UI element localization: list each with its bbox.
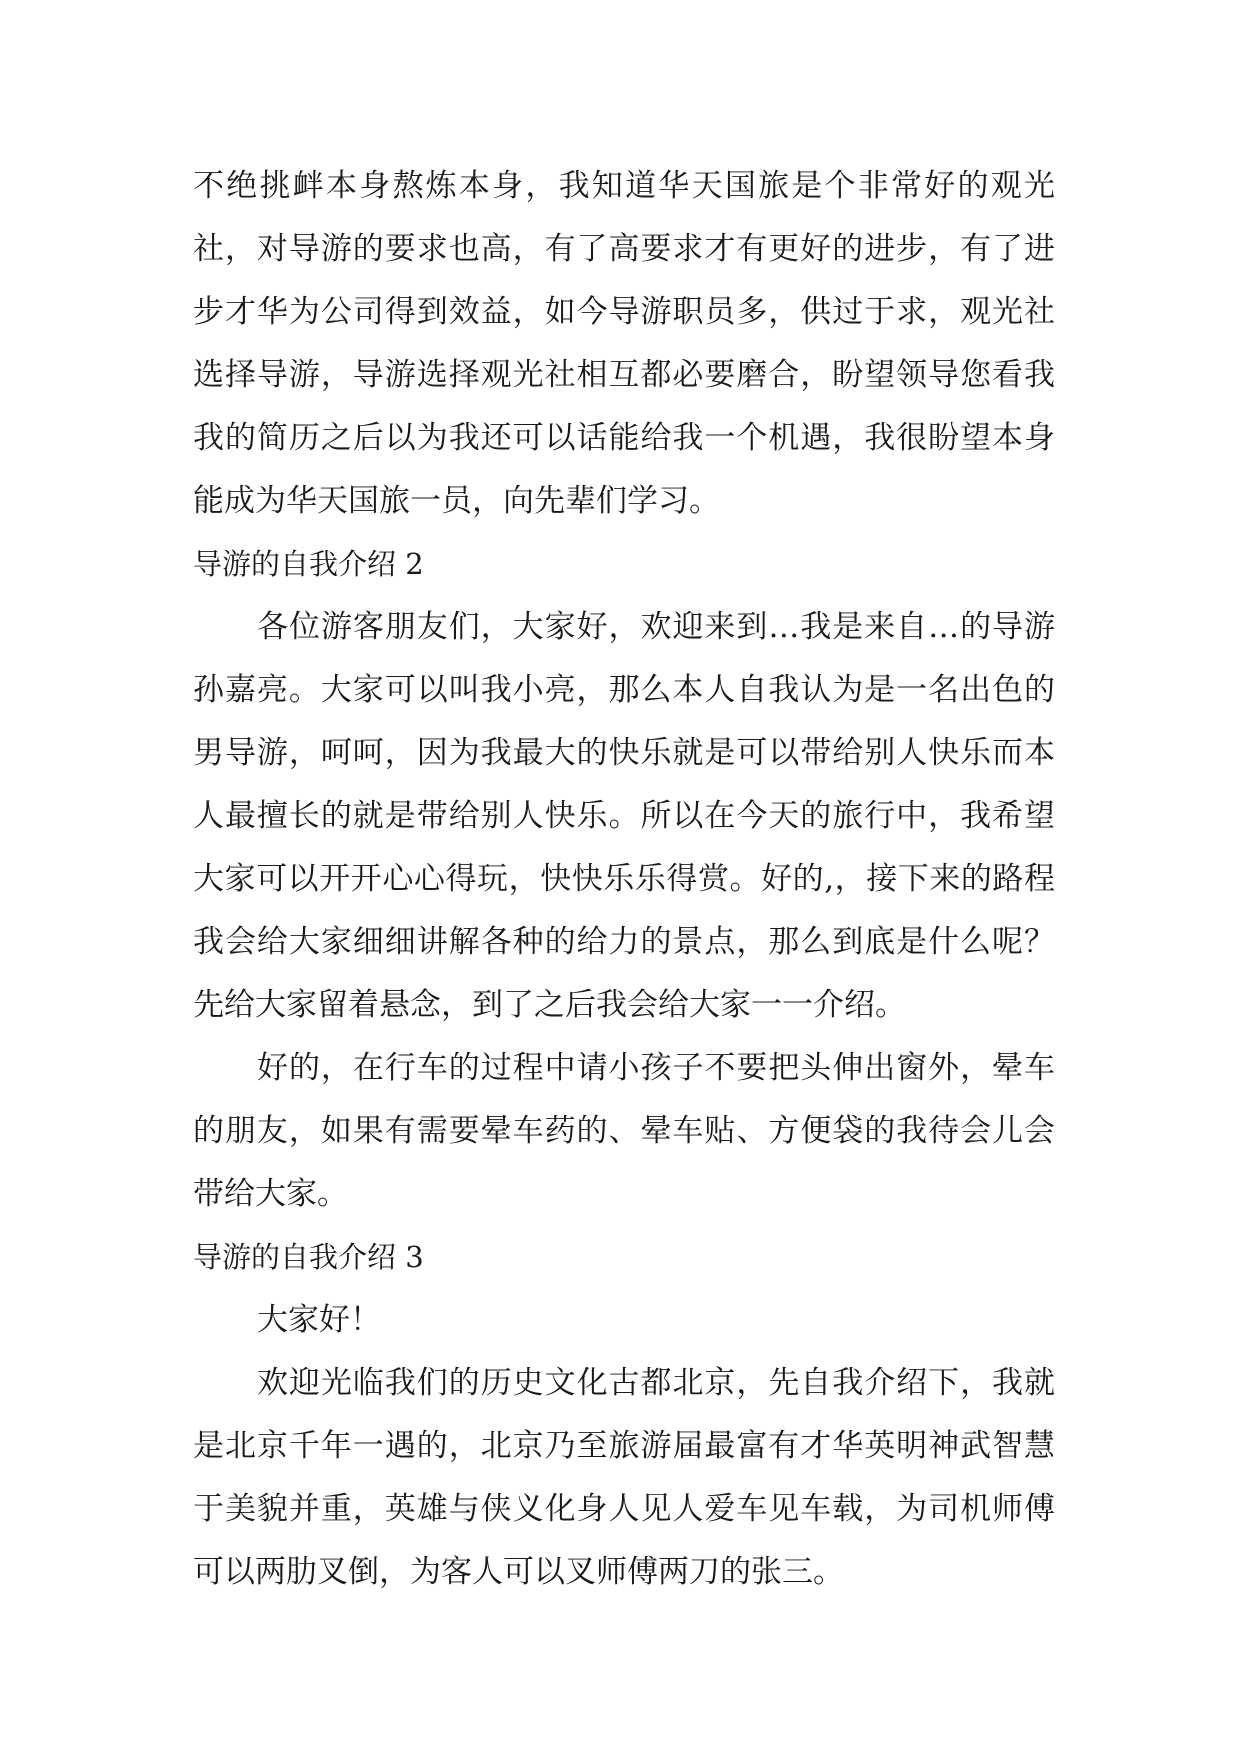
paragraph-hello: 大家好！	[257, 1302, 381, 1338]
paragraph-greeting-tourists: 各位游客朋友们，大家好，欢迎来到…我是来自…的导游孙嘉亮。大家可以叫我小亮，那么本人自我认为是一名出色的男导游，呵呵，因为我最大的快乐就是可以带给别人快乐而本人最擅长的就是带给别人快乐。所以在今天的旅行中，我希望大家可以开开心心得玩，快快乐乐得赏。好的,，接下来的路程我会给大家细细讲解各种的给力的景点，那么到底是什么呢？先给大家留着悬念，到了之后我会给大家一一介绍。	[193, 609, 1055, 1023]
paragraph-intro-continued: 不绝挑衅本身熬炼本身，我知道华天国旅是个非常好的观光社，对导游的要求也高，有了高要求才有更好的进步，有了进步才华为公司得到效益，如今导游职员多，供过于求，观光社选择导游，导游选择观光社相互都必要磨合，盼望领导您看我我的简历之后以为我还可以话能给我一个机遇，我很盼望本身能成为华天国旅一员，向先辈们学习。	[193, 168, 1055, 519]
document-page	[193, 155, 1055, 1604]
section-heading-3: 导游的自我介绍 3	[193, 1240, 424, 1274]
section-heading-2: 导游的自我介绍 2	[193, 547, 424, 581]
paragraph-travel-safety: 好的，在行车的过程中请小孩子不要把头伸出窗外，晕车的朋友，如果有需要晕车药的、晕车贴、方便袋的我待会儿会带给大家。	[193, 1050, 1055, 1212]
paragraph-beijing-welcome: 欢迎光临我们的历史文化古都北京，先自我介绍下，我就是北京千年一遇的，北京乃至旅游届最富有才华英明神武智慧于美貌并重，英雄与侠义化身人见人爱车见车载，为司机师傅可以两肋叉倒，为客人可以叉师傅两刀的张三。	[193, 1365, 1055, 1590]
